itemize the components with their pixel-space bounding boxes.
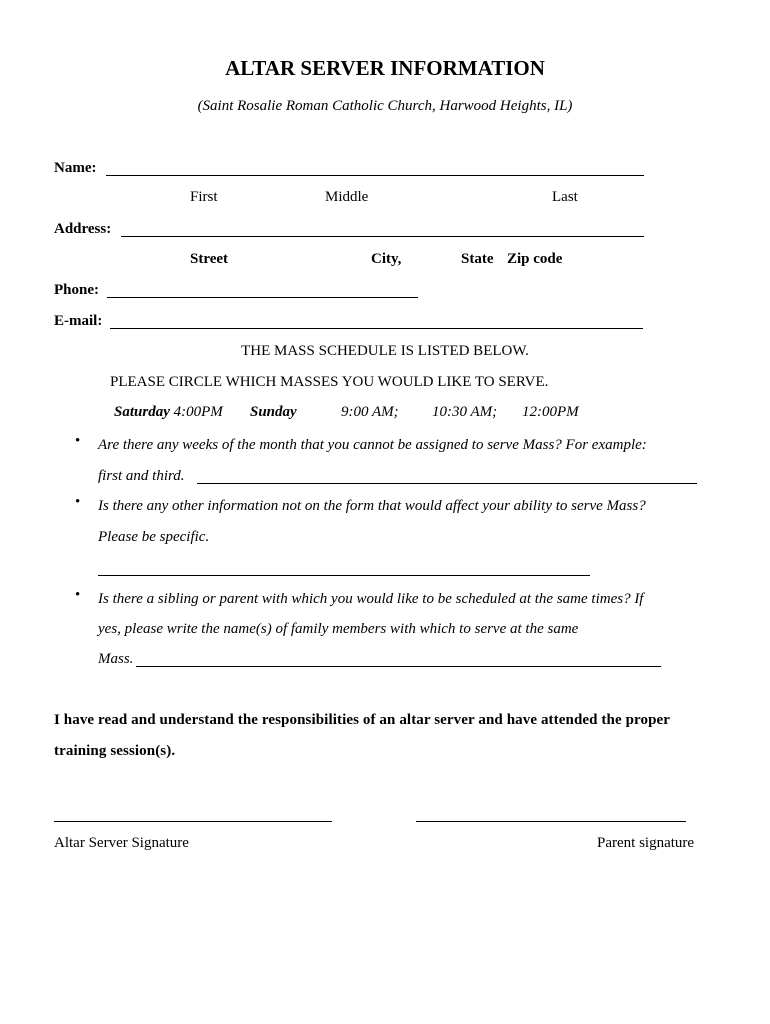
schedule-heading: THE MASS SCHEDULE IS LISTED BELOW. — [241, 343, 529, 359]
server-signature-line[interactable] — [54, 821, 332, 822]
name-first-caption: First — [190, 189, 218, 205]
bullet-icon: • — [75, 494, 81, 510]
question-2-note: Please be specific. — [98, 529, 210, 545]
address-zip-caption: Zip code — [507, 251, 563, 267]
name-last-caption: Last — [552, 189, 578, 205]
question-2-text: Is there any other information not on the form that would affect your ability to serve Mass? — [98, 498, 646, 514]
saturday-time: 4:00PM — [173, 404, 223, 420]
address-state-caption: State — [461, 251, 494, 267]
email-label: E-mail: — [54, 313, 103, 329]
sunday-label: Sunday — [250, 404, 297, 420]
declaration-line-1: I have read and understand the responsibilities of an altar server and have attended the proper — [54, 712, 671, 728]
form-subtitle: (Saint Rosalie Roman Catholic Church, Harwood Heights, IL) — [197, 98, 573, 114]
mass-sunday-2[interactable]: 10:30 AM; — [432, 404, 498, 420]
phone-label: Phone: — [54, 282, 99, 298]
question-2-answer[interactable] — [98, 575, 590, 576]
question-3-text-2: yes, please write the name(s) of family members with which to serve at the same — [98, 621, 579, 637]
mass-sunday-3[interactable]: 12:00PM — [522, 404, 579, 420]
mass-sunday-1[interactable]: 9:00 AM; — [341, 404, 399, 420]
name-middle-caption: Middle — [325, 189, 369, 205]
saturday-label: Saturday — [114, 404, 170, 420]
server-signature-label: Altar Server Signature — [54, 835, 189, 851]
name-label: Name: — [54, 160, 97, 176]
address-city-caption: City, — [371, 251, 402, 267]
name-field[interactable] — [106, 175, 644, 176]
bullet-icon: • — [75, 587, 81, 603]
form-title: ALTAR SERVER INFORMATION — [225, 56, 545, 80]
address-street-caption: Street — [190, 251, 229, 267]
bullet-icon: • — [75, 433, 81, 449]
schedule-instruction: PLEASE CIRCLE WHICH MASSES YOU WOULD LIKE TO SERVE. — [110, 374, 549, 390]
question-3-text-3: Mass. — [98, 651, 134, 667]
question-3-text: Is there a sibling or parent with which you would like to be scheduled at the same times? If — [98, 591, 644, 607]
email-field[interactable] — [110, 328, 643, 329]
address-field[interactable] — [121, 236, 644, 237]
address-label: Address: — [54, 221, 112, 237]
parent-signature-label: Parent signature — [597, 835, 695, 851]
question-3-answer[interactable] — [136, 666, 661, 667]
declaration-line-2: training session(s). — [54, 743, 176, 759]
phone-field[interactable] — [107, 297, 418, 298]
mass-saturday[interactable] — [114, 405, 223, 420]
parent-signature-line[interactable] — [416, 821, 686, 822]
question-1-answer[interactable] — [197, 483, 697, 484]
question-1-text: Are there any weeks of the month that you cannot be assigned to serve Mass? For example: — [98, 437, 647, 453]
question-1-example: first and third. — [98, 468, 185, 484]
